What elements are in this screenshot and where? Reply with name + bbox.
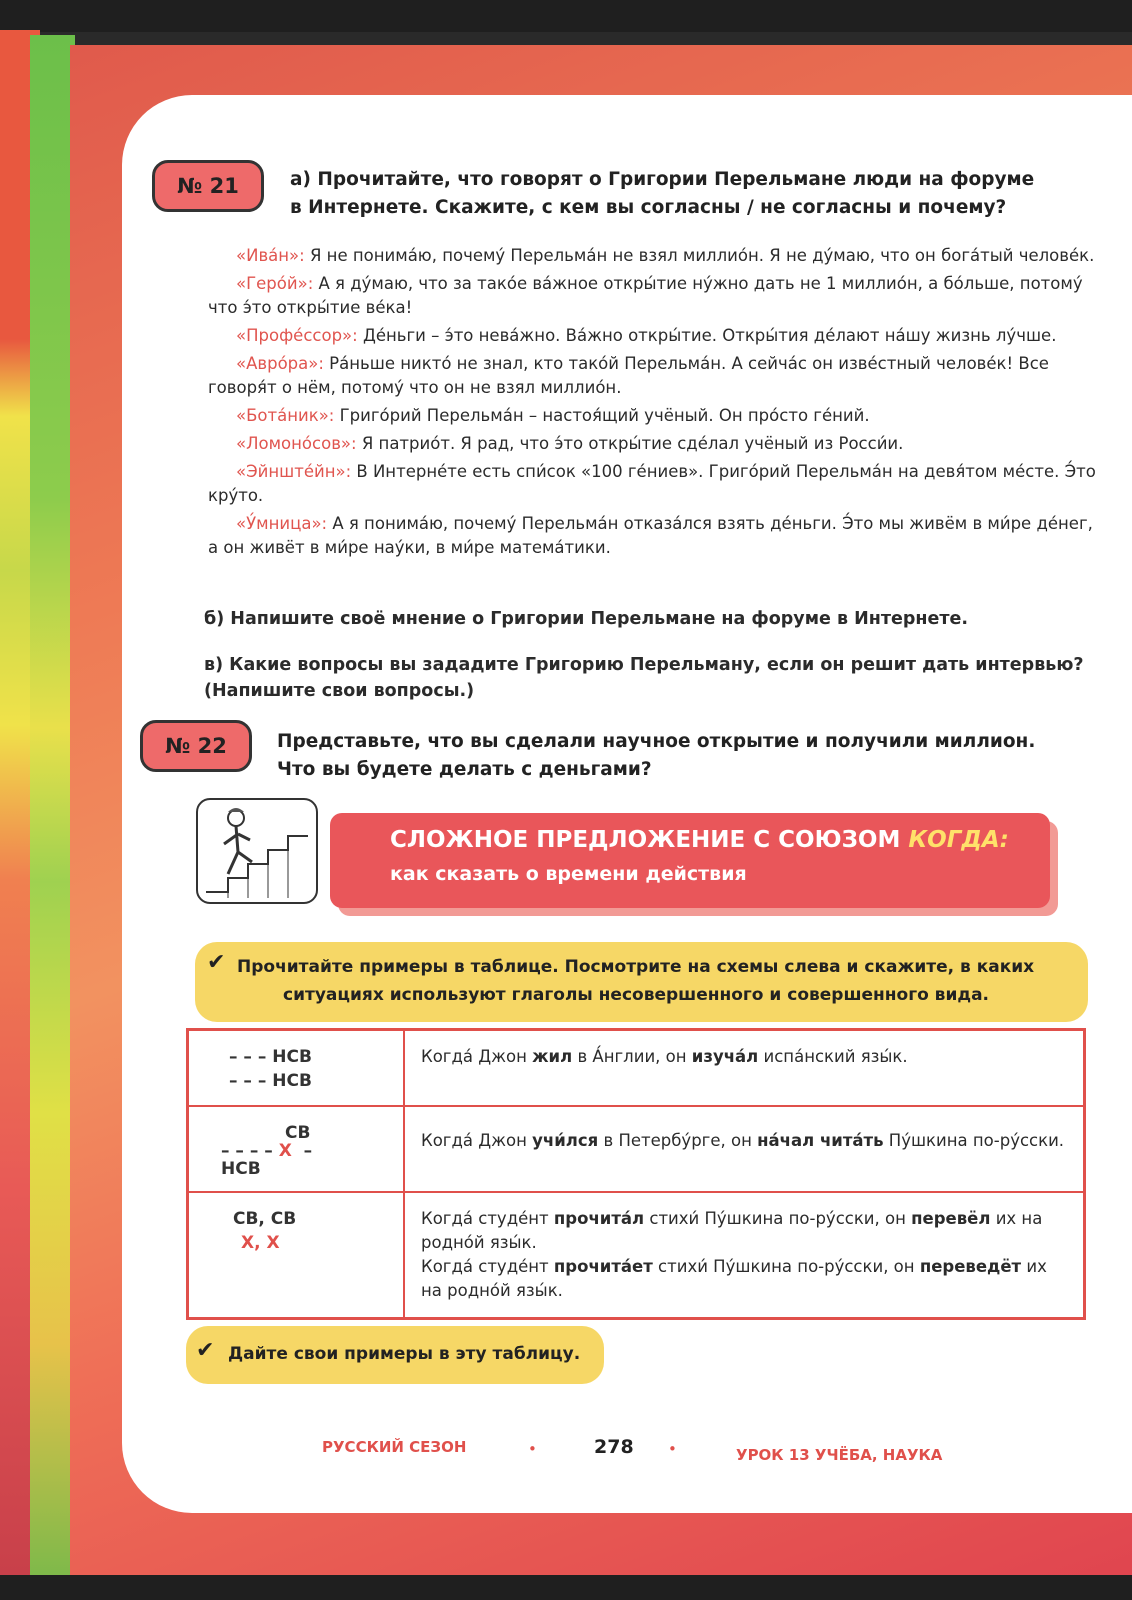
stairs-icon bbox=[198, 800, 316, 902]
task-22-heading bbox=[277, 728, 1035, 784]
check-icon: ✔ bbox=[196, 1338, 215, 1363]
banner-title-main: СЛОЖНОЕ ПРЕДЛОЖЕНИЕ С СОЮЗОМ bbox=[390, 827, 909, 853]
example-verb: на́чал чита́ть bbox=[757, 1130, 884, 1150]
task-21-heading bbox=[290, 166, 1034, 222]
scan-top-edge bbox=[0, 0, 1132, 32]
post-speaker: «Профе́ссор»: bbox=[236, 326, 358, 345]
forum-post bbox=[208, 244, 1103, 268]
task-21-heading-line1: а) Прочитайте, что говорят о Григории Перельмане люди на форуме bbox=[290, 169, 1035, 190]
example-verb: изуча́л bbox=[691, 1047, 759, 1066]
table-row bbox=[188, 1192, 1085, 1319]
example-sentence bbox=[421, 1207, 1067, 1255]
forum-post bbox=[208, 352, 1103, 400]
example-text: их на родно́й язы́к. bbox=[421, 1208, 1043, 1252]
note-text: Дайте свои примеры в эту таблицу. bbox=[228, 1344, 581, 1364]
footer-book-title: РУССКИЙ СЕЗОН bbox=[322, 1438, 467, 1456]
post-text: А я ду́маю, что за тако́е ва́жное откры́тие ну́жно дать не 1 миллио́н, а бо́льше, потому́ что э́то откры́тие ве́ка! bbox=[208, 274, 1083, 317]
post-text: В Интерне́те есть спи́сок «100 ге́ниев». Григо́рий Перельма́н на девя́том ме́сте. Э́то кру́то. bbox=[208, 462, 1096, 505]
example-text: Когда́ студе́нт bbox=[421, 1208, 554, 1228]
post-speaker: «Ива́н»: bbox=[236, 246, 305, 265]
example-text: стихи́ Пу́шкина по-ру́сски, он bbox=[652, 1256, 920, 1276]
note-line2: ситуациях используют глаголы несовершенного и совершенного вида. bbox=[283, 985, 990, 1005]
example-verb: прочита́л bbox=[553, 1208, 645, 1228]
scheme-x-mark: Х bbox=[266, 1232, 280, 1253]
scheme-cell bbox=[188, 1192, 405, 1319]
instruction-note-2 bbox=[186, 1326, 604, 1384]
scheme-x-mark: Х bbox=[278, 1140, 292, 1161]
post-text: Я патрио́т. Я рад, что э́то откры́тие сде́лал учёный из Росси́и. bbox=[356, 434, 904, 453]
scheme-dash: – – – – bbox=[221, 1140, 273, 1161]
example-text: Пу́шкина по-ру́сски. bbox=[883, 1130, 1065, 1150]
table-row bbox=[188, 1106, 1085, 1192]
example-text: Когда́ Джон bbox=[421, 1130, 533, 1150]
post-speaker: «Геро́й»: bbox=[236, 274, 314, 293]
scheme-x-mark: Х bbox=[241, 1232, 255, 1253]
scheme-line: – – – НСВ bbox=[229, 1047, 312, 1067]
forum-post bbox=[208, 272, 1103, 320]
forum-post bbox=[208, 460, 1103, 508]
boy-climbing-stairs-illustration bbox=[196, 798, 318, 904]
scheme-comma: , bbox=[254, 1232, 267, 1253]
example-cell bbox=[404, 1192, 1085, 1319]
scheme-cell bbox=[188, 1030, 405, 1106]
footer-dot: • bbox=[668, 1440, 677, 1458]
example-text: их на родно́й язы́к. bbox=[421, 1256, 1047, 1300]
forum-post bbox=[208, 432, 1103, 456]
check-icon: ✔ bbox=[207, 950, 226, 975]
table-row bbox=[188, 1030, 1085, 1106]
scheme-x-marks bbox=[233, 1231, 393, 1255]
task-22-heading-line2: Что вы будете делать с деньгами? bbox=[277, 759, 652, 780]
page-edges bbox=[30, 35, 75, 1575]
example-text: Когда́ Джон bbox=[421, 1047, 533, 1066]
example-verb: прочита́ет bbox=[553, 1256, 653, 1276]
forum-post bbox=[208, 512, 1103, 560]
forum-posts bbox=[208, 244, 1103, 564]
example-sentence bbox=[421, 1255, 1067, 1303]
scheme-cell bbox=[188, 1106, 405, 1192]
part-v-line1: в) Какие вопросы вы зададите Григорию Перельману, если он решит дать интервью? bbox=[204, 655, 1084, 675]
part-v-line2: (Напишите свои вопросы.) bbox=[204, 681, 475, 701]
example-cell bbox=[404, 1030, 1085, 1106]
grammar-banner bbox=[330, 813, 1050, 908]
post-speaker: «Авро́ра»: bbox=[236, 354, 324, 373]
scheme-line: – – – НСВ bbox=[229, 1071, 312, 1091]
post-text: Ра́ньше никто́ не знал, кто тако́й Перельма́н. А сейча́с он изве́стный челове́к! Все говоря́т о нём, потому́ что он не взял миллио́н. bbox=[208, 354, 1049, 397]
footer-lesson: УРОК 13 УЧЁБА, НАУКА bbox=[736, 1446, 943, 1464]
post-text: Григо́рий Перельма́н – настоя́щий учёный. Он про́сто ге́ний. bbox=[334, 406, 870, 425]
task-21-part-v bbox=[204, 652, 1104, 704]
task-21-part-b: б) Напишите своё мнение о Григории Перельмане на форуме в Интернете. bbox=[204, 609, 969, 629]
forum-post bbox=[208, 324, 1103, 348]
post-text: Я не понима́ю, почему́ Перельма́н не взял миллио́н. Я не ду́маю, что он бога́тый челове́к. bbox=[304, 246, 1095, 265]
post-speaker: «Ломоно́сов»: bbox=[236, 434, 357, 453]
scheme-line: СВ, СВ bbox=[233, 1208, 297, 1229]
example-text: в Петербу́рге, он bbox=[598, 1130, 758, 1150]
example-text: в А́нглии, он bbox=[572, 1047, 692, 1066]
task-21-heading-line2: в Интернете. Скажите, с кем вы согласны / не согласны и почему? bbox=[290, 197, 1007, 218]
example-verb: перевёл bbox=[911, 1208, 991, 1228]
post-speaker: «У́мница»: bbox=[236, 514, 328, 533]
task-22-heading-line1: Представьте, что вы сделали научное открытие и получили миллион. bbox=[277, 731, 1036, 752]
page-number: 278 bbox=[594, 1436, 634, 1458]
forum-post bbox=[208, 404, 1103, 428]
post-speaker: «Бота́ник»: bbox=[236, 406, 335, 425]
note-line1: Прочитайте примеры в таблице. Посмотрите на схемы слева и скажите, в каких bbox=[237, 957, 1035, 977]
example-text: стихи́ Пу́шкина по-ру́сски, он bbox=[644, 1208, 912, 1228]
scan-bottom-edge bbox=[0, 1575, 1132, 1600]
scheme-sv-label: СВ bbox=[285, 1122, 311, 1143]
banner-title-kogda: КОГДА: bbox=[908, 827, 1009, 853]
example-text: Когда́ студе́нт bbox=[421, 1256, 554, 1276]
example-cell bbox=[404, 1106, 1085, 1192]
example-text: испа́нский язы́к. bbox=[758, 1047, 908, 1066]
task-21-badge: № 21 bbox=[152, 160, 264, 212]
post-text: Де́ньги – э́то нева́жно. Ва́жно откры́тие. Откры́тия де́лают на́шу жизнь лу́чше. bbox=[357, 326, 1057, 345]
banner-title bbox=[390, 827, 1009, 853]
grammar-table bbox=[186, 1028, 1086, 1320]
post-speaker: «Эйнште́йн»: bbox=[236, 462, 352, 481]
task-22-badge: № 22 bbox=[140, 720, 252, 772]
example-verb: учи́лся bbox=[532, 1130, 599, 1150]
example-verb: жил bbox=[532, 1047, 573, 1066]
footer-dot: • bbox=[528, 1440, 537, 1458]
instruction-note bbox=[195, 942, 1088, 1022]
example-verb: переведёт bbox=[919, 1256, 1022, 1276]
scheme-nsv-label: НСВ bbox=[221, 1158, 261, 1179]
post-text: А я понима́ю, почему́ Перельма́н отказа́лся взять де́ньги. Э́то мы живём в ми́ре де́нег, а он живёт в ми́ре нау́ки, в ми́ре матема́тики. bbox=[208, 514, 1093, 557]
banner-subtitle: как сказать о времени действия bbox=[390, 863, 747, 885]
scheme-dash: – bbox=[303, 1140, 313, 1161]
